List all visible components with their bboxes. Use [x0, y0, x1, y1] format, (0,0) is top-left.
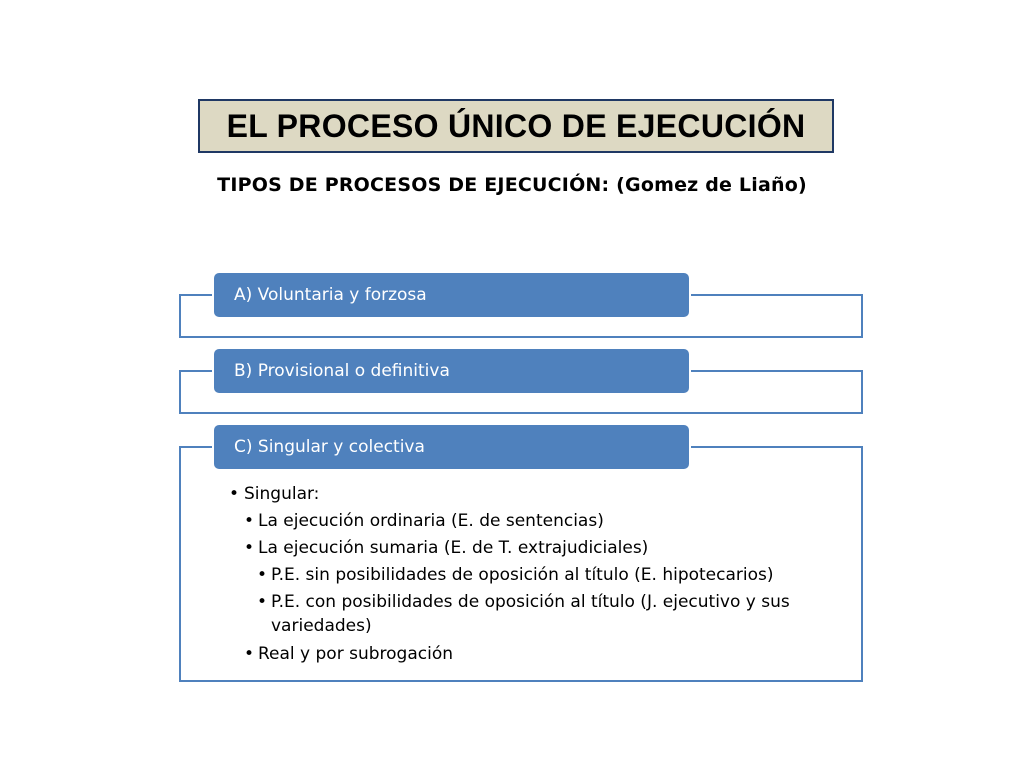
- category-c-header: C) Singular y colectiva: [213, 424, 690, 470]
- bullet-point: •: [244, 538, 255, 558]
- list-item-text: variedades): [271, 616, 372, 636]
- bullet-point: •: [257, 592, 268, 612]
- list-item-text: Real y por subrogación: [258, 644, 453, 664]
- category-a-header: A) Voluntaria y forzosa: [213, 272, 690, 318]
- subtitle: TIPOS DE PROCESOS DE EJECUCIÓN: (Gomez de Liaño): [217, 174, 807, 196]
- list-item-text: P.E. con posibilidades de oposición al título (J. ejecutivo y sus: [271, 592, 790, 612]
- bullet-point: •: [257, 565, 268, 585]
- category-b-header: B) Provisional o definitiva: [213, 348, 690, 394]
- bullet-point: •: [244, 644, 255, 664]
- list-item-text: Singular:: [244, 484, 320, 504]
- list-item-text: La ejecución ordinaria (E. de sentencias): [258, 511, 604, 531]
- page-title: EL PROCESO ÚNICO DE EJECUCIÓN: [198, 99, 834, 153]
- list-item-text: La ejecución sumaria (E. de T. extrajudiciales): [258, 538, 649, 558]
- bullet-point: •: [229, 484, 240, 504]
- bullet-point: •: [244, 511, 255, 531]
- list-item-text: P.E. sin posibilidades de oposición al título (E. hipotecarios): [271, 565, 774, 585]
